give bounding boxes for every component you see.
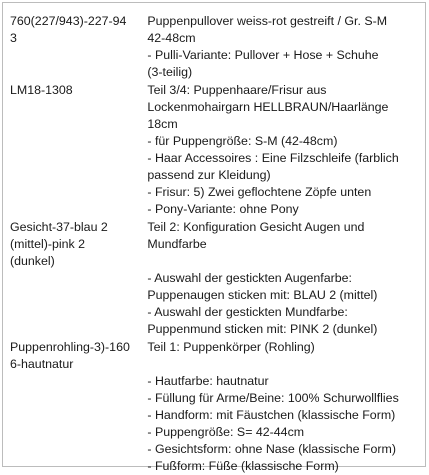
description-line: - Pulli-Variante: Pullover + Hose + Schuhe [147,48,379,62]
description-line: Puppenpullover weiss-rot gestreift / Gr. S-M [147,14,388,28]
description-line: - Füllung für Arme/Beine: 100% Schurwollflies [147,391,399,405]
description-cell [147,82,425,219]
description-line: Teil 3/4: Puppenhaare/Frisur aus [147,83,327,97]
description-line: Mundfarbe [147,237,207,251]
description-line [147,356,425,373]
description-line: - Hautfarbe: hautnatur [147,374,269,388]
description-line: - Frisur: 5) Zwei geflochtene Zöpfe unten [147,185,372,199]
description-line: - Puppengröße: S= 42-44cm [147,425,305,439]
description-cell [147,13,425,82]
sku-line: 3 [10,31,17,45]
description-line: - Pony-Variante: ohne Pony [147,202,299,216]
order-items-table [10,13,425,475]
sku-line: (dunkel) [10,254,55,268]
table-row [10,13,425,82]
description-line: - Gesichtsform: ohne Nase (klassische Form) [147,442,396,456]
description-line: Lockenmohairgarn HELLBRAUN/Haarlänge [147,100,389,114]
sku-line: 760(227/943)-227-94 [10,14,127,28]
sku-line: Puppenrohling-3)-160 [10,340,130,354]
table-row [10,339,425,475]
description-line: Teil 2: Konfiguration Gesicht Augen und [147,220,365,234]
table-row [10,219,425,339]
description-line: passend zur Kleidung) [147,168,271,182]
description-line: 42-48cm [147,31,196,45]
description-cell [147,219,425,339]
description-cell [147,339,425,475]
description-line: - Auswahl der gestickten Mundfarbe: [147,305,348,319]
description-line: Puppenmund sticken mit: PINK 2 (dunkel) [147,322,378,336]
sku-cell [10,82,147,219]
sku-line: Gesicht-37-blau 2 [10,220,108,234]
order-items-frame [2,2,426,473]
sku-line: (mittel)-pink 2 [10,237,86,251]
description-line: - Fußform: Füße (klassische Form) [147,459,339,473]
description-line: - für Puppengröße: S-M (42-48cm) [147,134,338,148]
description-line: (3-teilig) [147,65,193,79]
sku-cell [10,339,147,475]
sku-line: 6-hautnatur [10,357,74,371]
description-line: - Haar Accessoires : Eine Filzschleife (farblich [147,151,399,165]
description-line [147,253,425,270]
table-row [10,82,425,219]
description-line: Puppenaugen sticken mit: BLAU 2 (mittel) [147,288,378,302]
description-line: - Handform: mit Fäustchen (klassische Form) [147,408,396,422]
sku-cell [10,13,147,82]
sku-cell [10,219,147,339]
sku-line: LM18-1308 [10,83,73,97]
description-line: 18cm [147,117,178,131]
description-line: - Auswahl der gestickten Augenfarbe: [147,271,352,285]
description-line: Teil 1: Puppenkörper (Rohling) [147,340,315,354]
